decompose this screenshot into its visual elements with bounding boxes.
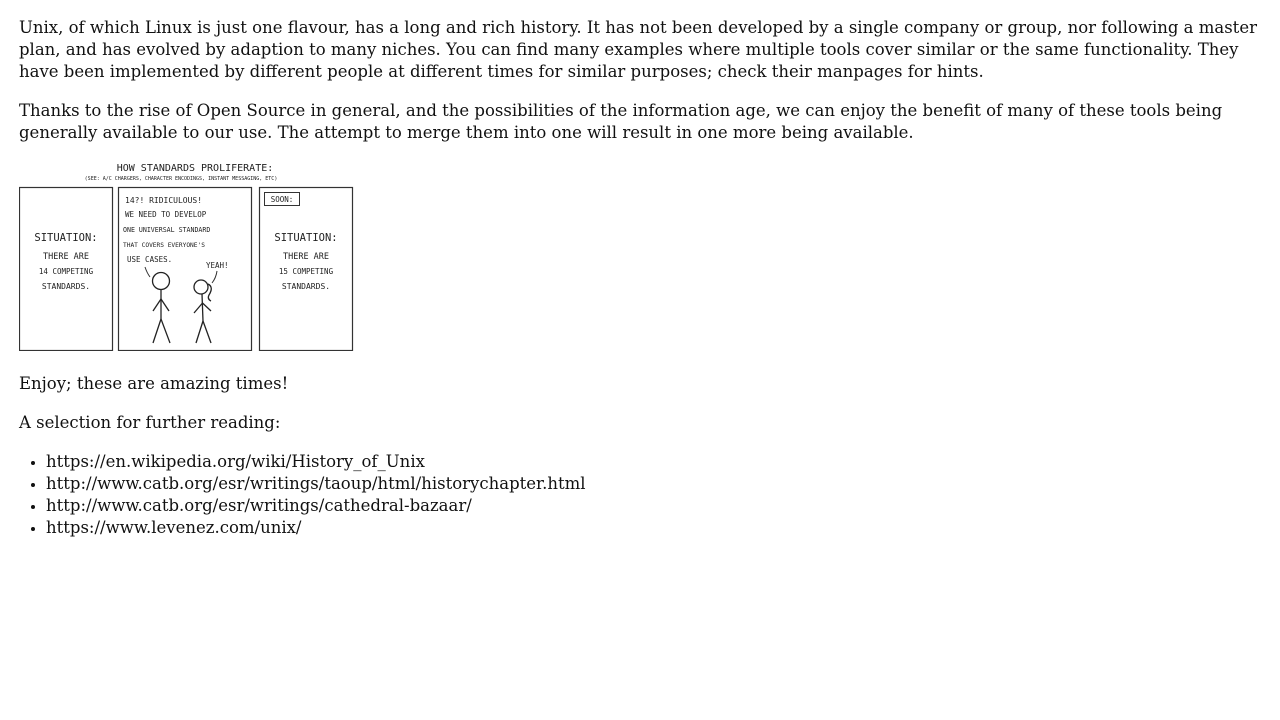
panel-3-line-3: 15 COMPETING — [278, 267, 334, 276]
closing-line: Enjoy; these are amazing times! — [19, 374, 289, 393]
comic-title: HOW STANDARDS PROLIFERATE: — [116, 163, 274, 174]
stick-figure-listener — [194, 280, 211, 343]
panel-1-line-4: STANDARDS. — [41, 282, 91, 291]
panel-1-line-1: SITUATION: — [34, 232, 98, 244]
panel-2-line-4: THAT COVERS EVERYONE'S — [123, 242, 205, 249]
panel-3-line-1: SITUATION: — [274, 232, 338, 244]
link-levenez-unix[interactable]: https://www.levenez.com/unix/ — [46, 518, 302, 537]
panel-2-line-5: USE CASES. — [127, 255, 173, 264]
panel-1-line-3: 14 COMPETING — [38, 267, 94, 276]
intro-paragraph: Unix, of which Linux is just one flavour, has a long and rich history. It has not been developed by a single company or group, nor following a master plan, and has evolved by adaption to many niches. You can find many examples where multiple tools cover similar or the same functionality. They have been implemented by different people at different times for similar purposes; check their manpages for hints. — [19, 18, 1257, 81]
list-item — [46, 495, 1261, 517]
link-taoup-history-chapter[interactable]: http://www.catb.org/esr/writings/taoup/html/historychapter.html — [46, 474, 586, 493]
panel-2-line-3: ONE UNIVERSAL STANDARD — [123, 226, 211, 234]
panel-2-reply: YEAH! — [206, 261, 229, 270]
standards-comic — [19, 161, 1261, 351]
list-item — [46, 473, 1261, 495]
reading-list — [19, 451, 1261, 539]
stick-figure-speaker — [153, 273, 171, 344]
link-cathedral-bazaar[interactable]: http://www.catb.org/esr/writings/cathedral-bazaar/ — [46, 496, 472, 515]
reading-heading: A selection for further reading: — [19, 413, 281, 432]
list-item — [46, 517, 1261, 539]
comic-subtitle: (SEE: A/C CHARGERS, CHARACTER ENCODINGS, INSTANT MESSAGING, ETC) — [84, 176, 278, 182]
panel-2-line-2: WE NEED TO DEVELOP — [125, 210, 207, 219]
panel-2-line-1: 14?! RIDICULOUS! — [125, 196, 203, 205]
panel-1-line-2: THERE ARE — [42, 252, 90, 262]
list-item — [46, 451, 1261, 473]
panel-3-line-4: STANDARDS. — [281, 282, 331, 291]
panel-3-line-2: THERE ARE — [282, 252, 330, 262]
comic-drawing — [19, 161, 355, 351]
soon-tag: SOON: — [270, 195, 294, 204]
link-history-of-unix[interactable]: https://en.wikipedia.org/wiki/History_of_Unix — [46, 452, 425, 471]
open-source-paragraph: Thanks to the rise of Open Source in general, and the possibilities of the information age, we can enjoy the benefit of many of these tools being generally available to our use. The attempt to merge them into one will result in one more being available. — [19, 101, 1223, 142]
